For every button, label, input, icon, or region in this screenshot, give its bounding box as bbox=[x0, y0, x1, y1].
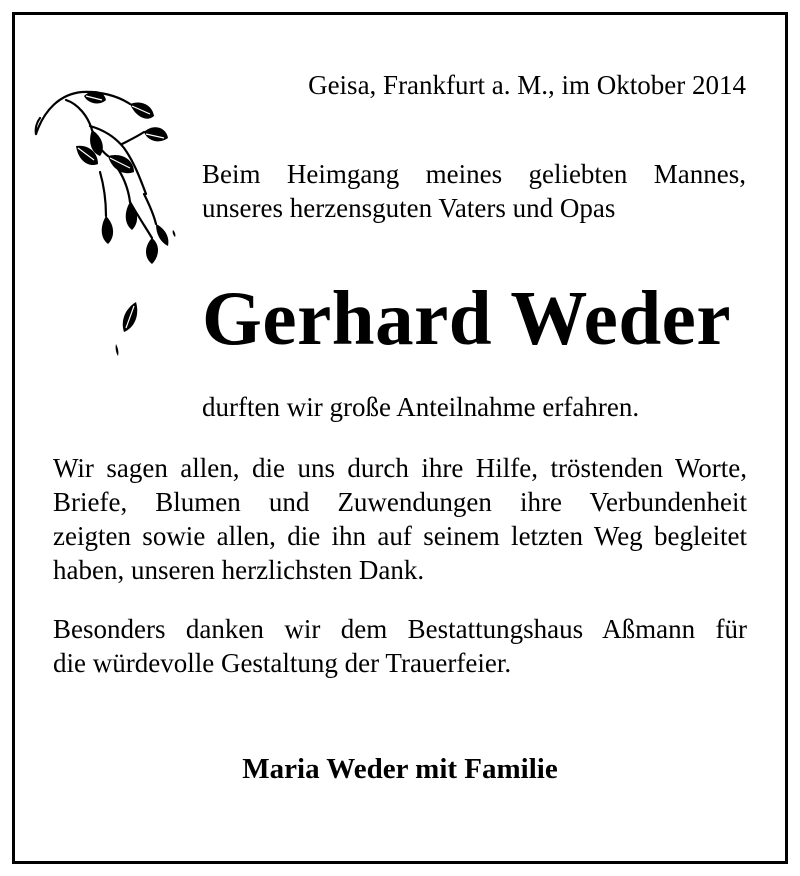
thanks-line: Wir sagen allen, die uns durch ihre Hilfe, tröstenden Worte, bbox=[53, 453, 747, 483]
thanks-paragraph bbox=[53, 451, 747, 587]
special-thanks-line: Besonders danken wir dem Bestattungshaus Aßmann für bbox=[53, 614, 747, 644]
birch-branch-icon bbox=[30, 82, 190, 372]
thanks-line: zeigten sowie allen, die ihn auf seinem letzten Weg begleitet bbox=[53, 521, 747, 551]
intro-line: unseres herzensguten Vaters und Opas bbox=[202, 193, 616, 223]
deceased-name: Gerhard Weder bbox=[202, 275, 732, 361]
special-thanks-paragraph bbox=[53, 612, 747, 680]
place-date-line: Geisa, Frankfurt a. M., im Oktober 2014 bbox=[308, 70, 746, 100]
thanks-line: haben, unseren herzlichsten Dank. bbox=[53, 555, 425, 585]
thanks-line: Briefe, Blumen und Zuwendungen ihre Verbundenheit bbox=[53, 487, 747, 517]
sympathy-line: durften wir große Anteilnahme erfahren. bbox=[202, 392, 640, 422]
special-thanks-line: die würdevolle Gestaltung der Trauerfeier. bbox=[53, 648, 512, 678]
signature-line: Maria Weder mit Familie bbox=[242, 753, 558, 785]
intro-paragraph bbox=[202, 157, 746, 225]
intro-line: Beim Heimgang meines geliebten Mannes, bbox=[202, 159, 746, 189]
